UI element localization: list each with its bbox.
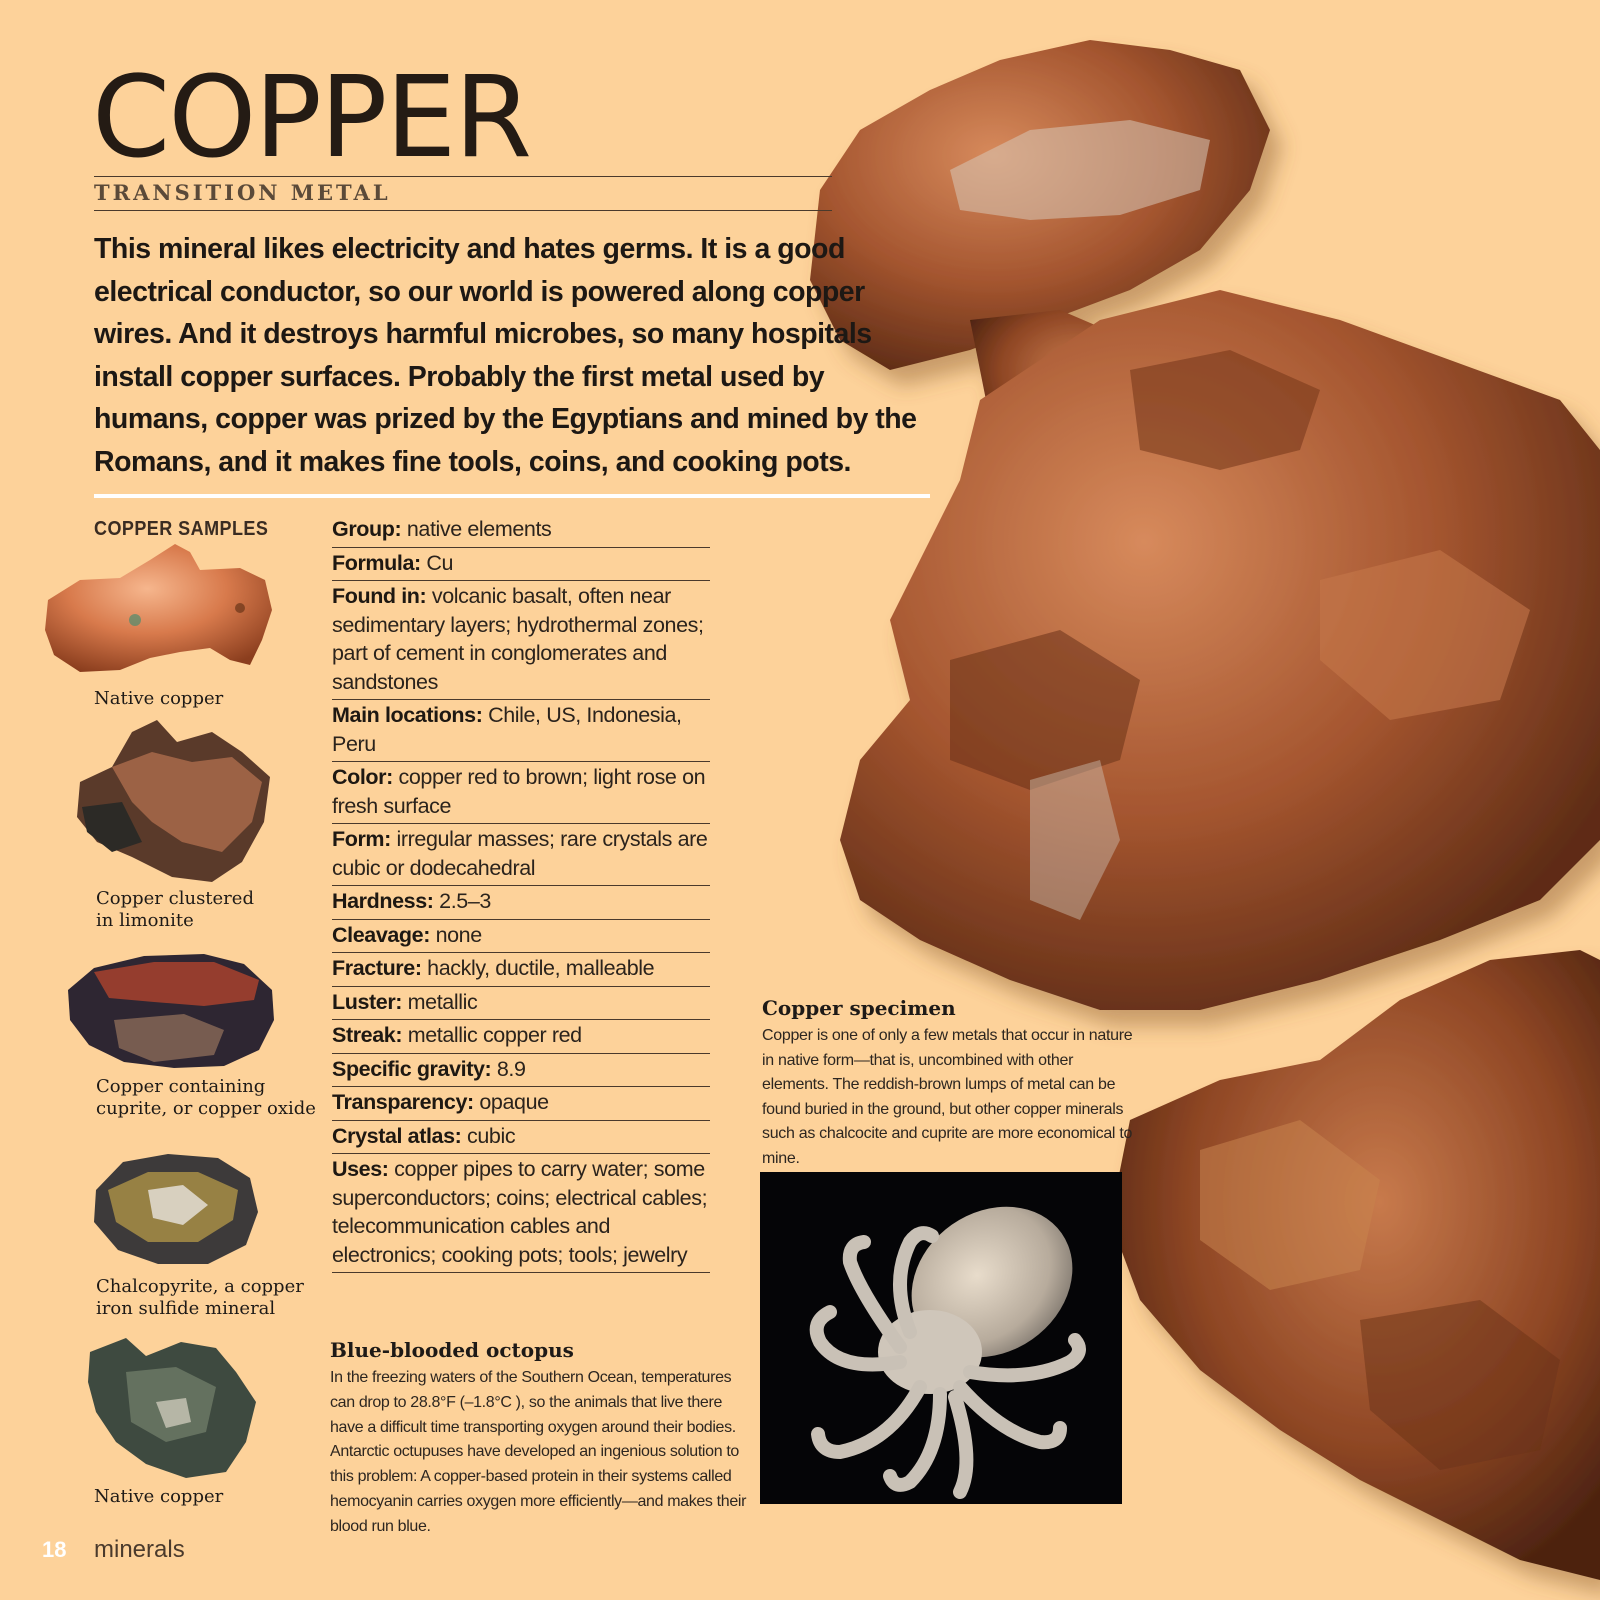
property-row [332, 1087, 710, 1121]
property-key: Hardness: [332, 889, 434, 913]
property-value: irregular masses; rare crystals are cubic or dodecahedral [332, 827, 708, 880]
sample-image-chalcopyrite [88, 1150, 262, 1268]
property-key: Cleavage: [332, 922, 430, 947]
properties-list [332, 514, 710, 1273]
property-key: Luster: [332, 989, 403, 1014]
property-value: copper red to brown; light rose on fresh surface [332, 765, 706, 818]
property-key: Group: [332, 517, 402, 541]
property-row [332, 581, 710, 700]
property-row [332, 953, 710, 987]
page-title: COPPER [92, 53, 531, 183]
intro-paragraph: This mineral likes electricity and hates germs. It is a good electrical conductor, so our world is powered along copper wires. And it destroys harmful microbes, so many hospitals install copper surfaces. Probably the first metal used by humans, copper was prized by the Egyptians and mined by the Romans, and it makes fine tools, coins, and cooking pots. [94, 233, 917, 478]
sample-caption: Native copper [94, 688, 224, 709]
octopus-photo [760, 1172, 1122, 1504]
property-key: Crystal atlas: [332, 1123, 462, 1148]
page-subtitle: TRANSITION METAL [94, 180, 391, 205]
property-row [332, 514, 710, 548]
samples-heading: COPPER SAMPLES [94, 518, 269, 540]
property-value: metallic copper red [407, 1023, 582, 1047]
octopus-caption-title: Blue-blooded octopus [330, 1338, 574, 1362]
sample-image-copper-in-limonite [72, 712, 282, 887]
sample-image-copper-cuprite [64, 950, 278, 1070]
property-row [332, 1154, 710, 1273]
property-key: Formula: [332, 550, 421, 575]
property-value: none [435, 922, 482, 947]
specimen-caption-title: Copper specimen [762, 996, 956, 1020]
property-value: native elements [406, 517, 552, 541]
property-row [332, 824, 710, 886]
property-key: Color: [332, 765, 393, 789]
property-value: opaque [479, 1090, 549, 1114]
property-value: Chile, US, Indonesia, Peru [332, 703, 682, 756]
property-value: 2.5–3 [439, 889, 491, 913]
sample-image-native-copper [40, 540, 280, 685]
property-row [332, 762, 710, 824]
property-key: Form: [332, 827, 391, 851]
property-value: metallic [407, 989, 478, 1014]
property-key: Fracture: [332, 956, 422, 980]
property-row [332, 548, 710, 582]
property-value: volcanic basalt, often near sedimentary layers; hydrothermal zones; part of cement in conglomerates and sandstones [332, 584, 704, 694]
sample-caption: Copper clustered in limonite [96, 888, 254, 931]
property-value: hackly, ductile, malleable [427, 956, 655, 980]
property-row [332, 886, 710, 920]
specimen-caption-text: Copper is one of only a few metals that occur in nature in native form—that is, uncombined with other elements. The reddish-brown lumps of metal can be found buried in the ground, but other copper minerals such as chalcocite and cuprite are more economical to mine. [762, 1027, 1133, 1167]
sample-caption: Native copper [94, 1486, 224, 1507]
property-value: 8.9 [496, 1056, 526, 1081]
property-key: Transparency: [332, 1090, 474, 1114]
sample-caption: Copper containing cuprite, or copper oxide [96, 1076, 316, 1119]
property-row [332, 987, 710, 1021]
sample-caption: Chalcopyrite, a copper iron sulfide mineral [96, 1276, 304, 1319]
octopus-icon [760, 1172, 1122, 1504]
sample-image-native-copper-dark [86, 1332, 262, 1482]
property-key: Specific gravity: [332, 1056, 492, 1081]
property-row [332, 1020, 710, 1054]
octopus-caption-text: In the freezing waters of the Southern Ocean, temperatures can drop to 28.8°F (–1.8°C ), so the animals that live there have a difficult time transporting oxygen around their bodies. Antarctic octupuses have developed an ingenious solution to this problem: A copper-based protein in their systems called hemocyanin carries oxygen more efficiently—and makes their blood run blue. [330, 1369, 747, 1535]
title-divider-top [94, 176, 832, 177]
title-divider-bottom [94, 210, 832, 211]
property-row [332, 1054, 710, 1088]
property-row [332, 700, 710, 762]
property-key: Uses: [332, 1157, 389, 1181]
page-number: 18 [42, 1537, 67, 1562]
property-key: Found in: [332, 584, 427, 608]
intro-divider [94, 494, 930, 498]
property-value: copper pipes to carry water; some superconductors; coins; electrical cables; telecommunication cables and electronics; cooking pots; tools; jewelry [332, 1157, 708, 1267]
property-key: Streak: [332, 1023, 403, 1047]
property-row [332, 1121, 710, 1155]
property-value: cubic [467, 1123, 516, 1148]
section-name: minerals [94, 1536, 185, 1563]
property-row [332, 920, 710, 954]
property-key: Main locations: [332, 703, 483, 727]
property-value: Cu [426, 550, 454, 575]
